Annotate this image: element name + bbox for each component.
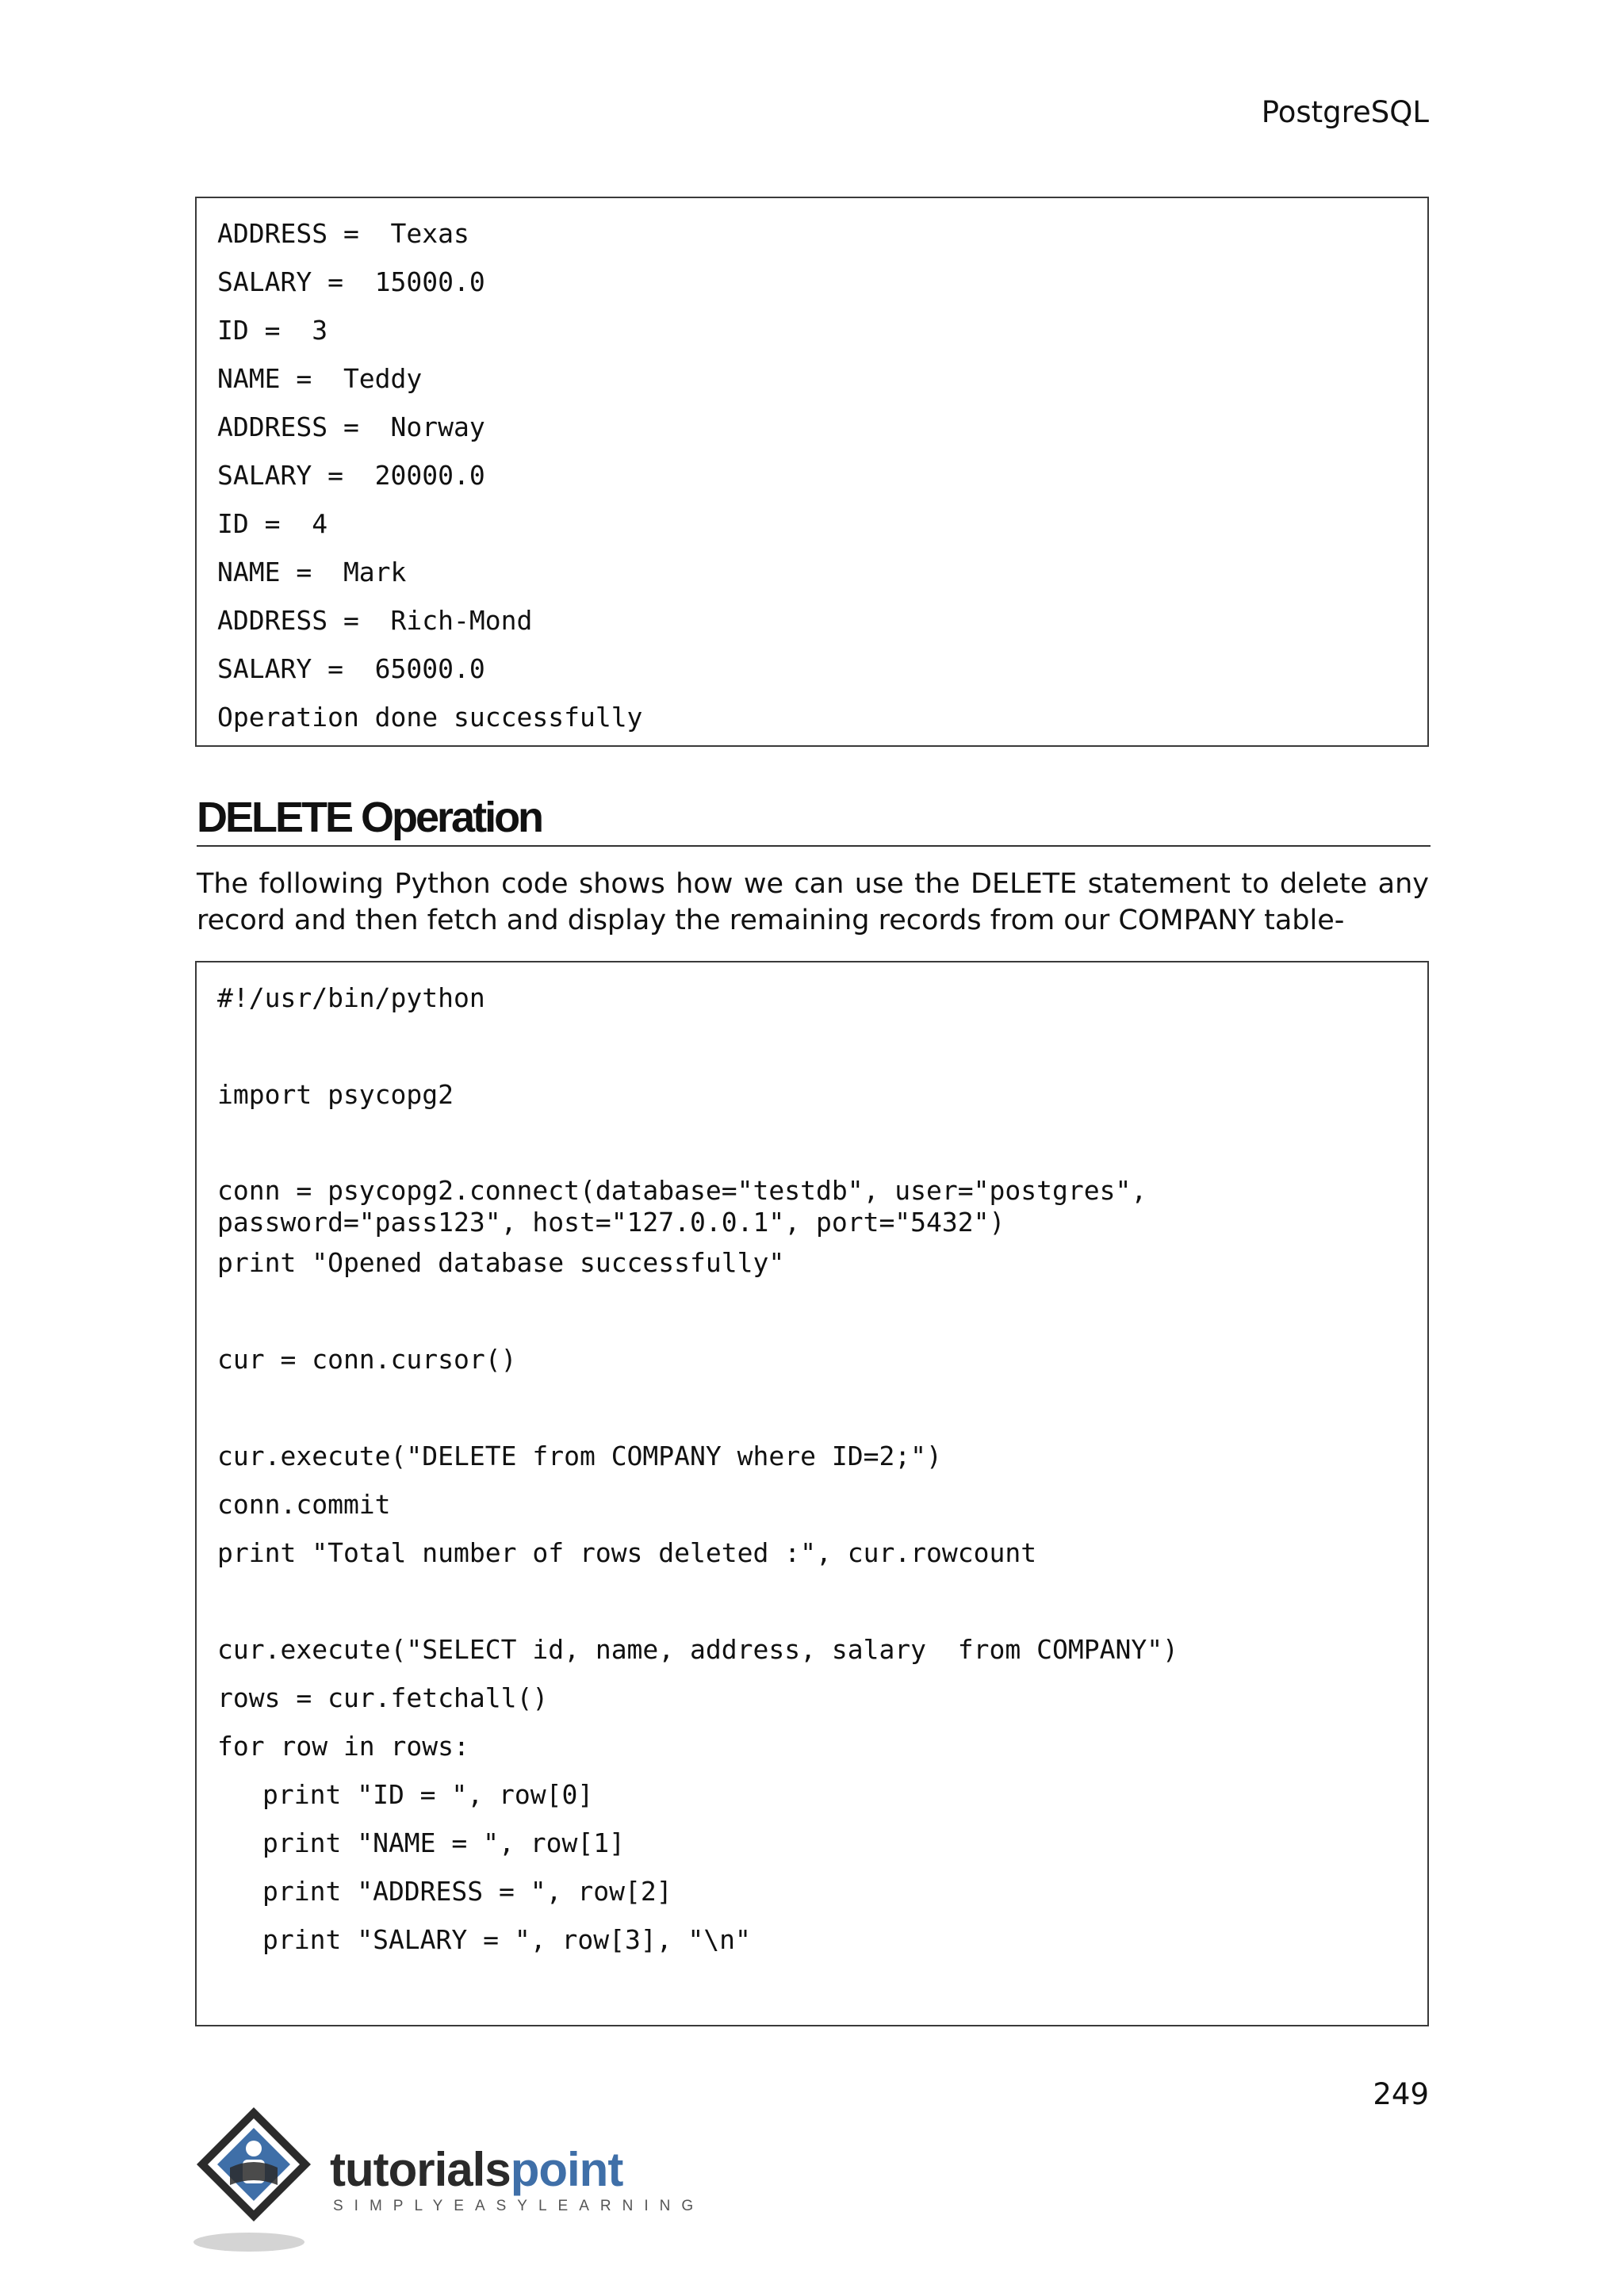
code-line: print "Opened database successfully" (217, 1247, 785, 1278)
intro-paragraph: The following Python code shows how we can use the DELETE statement to delete any record and then fetch and display the remaining records from our COMPANY table- (197, 868, 1429, 936)
code-line: Operation done successfully (217, 702, 643, 733)
page-number: 249 (1373, 2077, 1429, 2111)
code-line: print "Total number of rows deleted :", cur.rowcount (217, 1537, 1037, 1568)
code-line: rows = cur.fetchall() (217, 1682, 549, 1713)
code-line: ID = 4 (217, 508, 328, 539)
code-line: cur = conn.cursor() (217, 1344, 517, 1375)
running-header: PostgreSQL (1261, 95, 1429, 129)
code-line: import psycopg2 (217, 1079, 454, 1110)
code-line: print "SALARY = ", row[3], "\n" (262, 1924, 751, 1955)
code-line: #!/usr/bin/python (217, 982, 485, 1013)
output-code-block (195, 197, 1429, 747)
code-line: SALARY = 15000.0 (217, 266, 485, 297)
code-line: NAME = Mark (217, 557, 407, 587)
code-line: SALARY = 65000.0 (217, 653, 485, 684)
blank-line (217, 1287, 1407, 1335)
code-line: conn.commit (217, 1489, 391, 1520)
code-line: SALARY = 20000.0 (217, 460, 485, 491)
code-line: print "ADDRESS = ", row[2] (262, 1876, 672, 1907)
code-line: conn = psycopg2.connect(database="testdb", user="postgres", password="pass123", host="127.0.0.1", port="5432") (217, 1175, 1163, 1238)
code-line: print "ID = ", row[0] (262, 1779, 594, 1810)
code-line: ID = 3 (217, 315, 328, 346)
blank-line (217, 1383, 1407, 1432)
section-heading: DELETE Operation (197, 793, 1431, 847)
logo-wordmark (330, 2142, 622, 2197)
code-line: ADDRESS = Norway (217, 411, 485, 442)
logo-word-accent: point (510, 2143, 623, 2196)
tutorialspoint-logo-icon (190, 2101, 333, 2260)
blank-line (217, 1577, 1407, 1625)
python-code-block (195, 961, 1429, 2026)
code-line: ADDRESS = Texas (217, 218, 469, 249)
code-line: print "NAME = ", row[1] (262, 1827, 625, 1858)
code-line: cur.execute("SELECT id, name, address, salary from COMPANY") (217, 1634, 1178, 1665)
code-line: ADDRESS = Rich-Mond (217, 605, 533, 636)
code-line: NAME = Teddy (217, 363, 423, 394)
tutorialspoint-logo (190, 2101, 705, 2260)
blank-line (217, 1119, 1407, 1167)
logo-tagline: SIMPLYEASYLEARNING (333, 2198, 705, 2214)
code-line: cur.execute("DELETE from COMPANY where ID=2;") (217, 1441, 942, 1471)
code-line: for row in rows: (217, 1731, 469, 1762)
blank-line (217, 1022, 1407, 1070)
logo-word-main: tutorials (330, 2143, 511, 2196)
